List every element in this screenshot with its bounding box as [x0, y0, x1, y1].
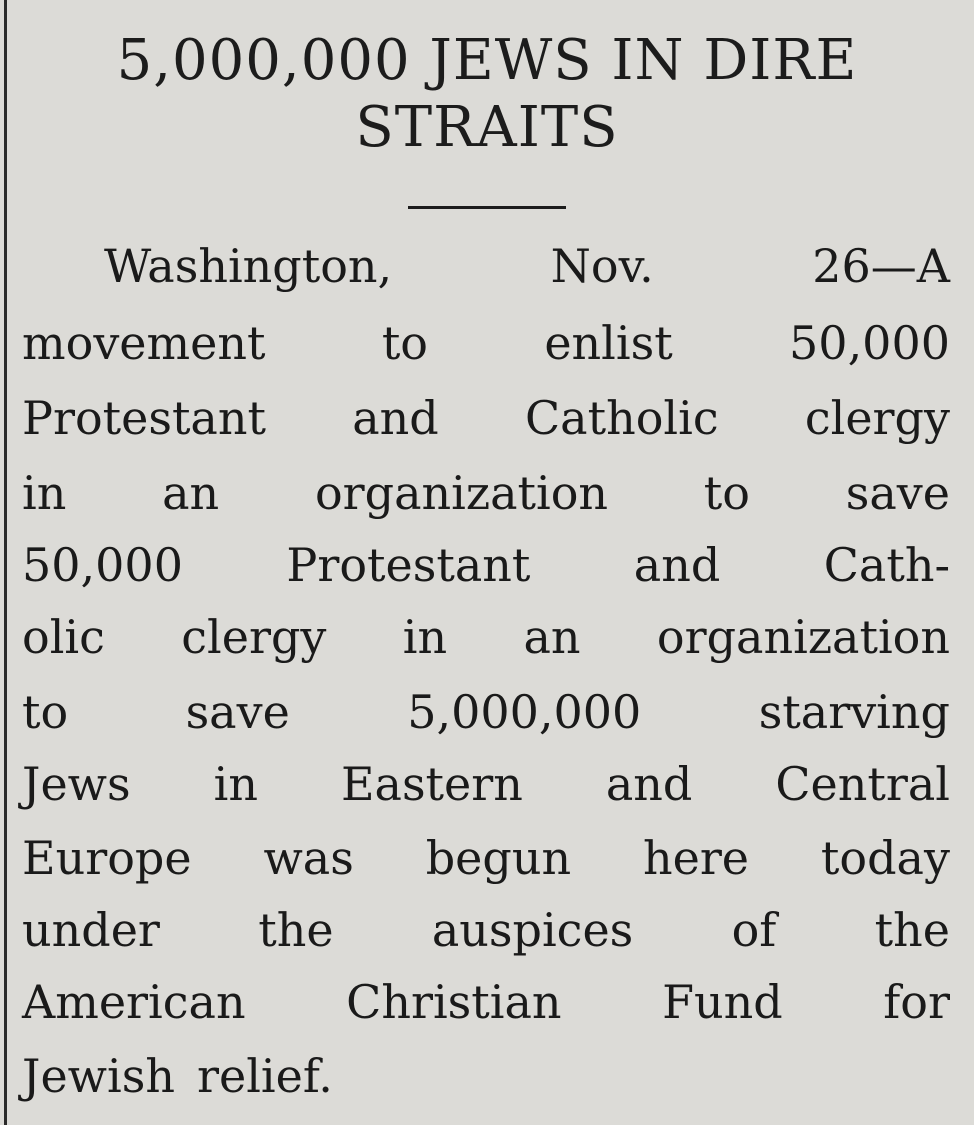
- word: begun: [425, 831, 572, 885]
- word: to: [22, 685, 69, 739]
- word: save: [845, 466, 950, 520]
- word: olic: [22, 610, 105, 664]
- column-rule: [4, 0, 7, 1125]
- word: save: [185, 685, 290, 739]
- word: Central: [775, 757, 950, 811]
- word: Washington,: [104, 239, 393, 293]
- headline-divider: [408, 206, 566, 209]
- word: an: [162, 466, 220, 520]
- word: organization: [656, 610, 950, 664]
- word: under: [22, 903, 160, 957]
- word: movement: [22, 316, 266, 370]
- word: relief.: [196, 1049, 333, 1103]
- word: starving: [758, 685, 950, 739]
- body-line-6: [22, 603, 950, 671]
- word: in: [22, 466, 67, 520]
- word: Christian: [346, 975, 562, 1029]
- word: Jews: [22, 757, 131, 811]
- word: 26—A: [812, 239, 950, 293]
- body-line-4: [22, 459, 950, 527]
- word: enlist: [544, 316, 673, 370]
- word: Europe: [22, 831, 192, 885]
- word: Protestant: [22, 391, 266, 445]
- word: Protestant: [286, 538, 531, 592]
- word: here: [642, 831, 750, 885]
- word: an: [523, 610, 581, 664]
- word: today: [820, 831, 950, 885]
- word: Fund: [662, 975, 783, 1029]
- word: was: [263, 831, 354, 885]
- word: and: [352, 391, 439, 445]
- word: Nov.: [550, 239, 654, 293]
- word: and: [605, 757, 693, 811]
- word: of: [731, 903, 777, 957]
- word: auspices: [431, 903, 634, 957]
- word: 50,000: [22, 538, 183, 592]
- word: Eastern: [340, 757, 523, 811]
- word: in: [402, 610, 448, 664]
- body-line-7: [22, 678, 950, 746]
- body-line-1: [22, 232, 950, 300]
- body-line-5: [22, 531, 950, 599]
- word: Cath-: [823, 538, 950, 592]
- word: American: [22, 975, 246, 1029]
- word: for: [883, 975, 950, 1029]
- word: the: [874, 903, 950, 957]
- word: the: [258, 903, 334, 957]
- word: clergy: [181, 610, 327, 664]
- word: 50,000: [789, 316, 950, 370]
- body-line-2: [22, 309, 950, 377]
- word: in: [213, 757, 258, 811]
- body-line-11: [22, 968, 950, 1036]
- word: and: [633, 538, 721, 592]
- headline-line-2: STRAITS: [355, 95, 619, 160]
- headline-line-1: 5,000,000 JEWS IN DIRE: [116, 28, 858, 93]
- word: clergy: [804, 391, 950, 445]
- body-line-3: [22, 384, 950, 452]
- word: Jewish: [22, 1049, 175, 1103]
- body-line-12: [22, 1042, 950, 1110]
- body-line-9: [22, 824, 950, 892]
- word: Catholic: [524, 391, 719, 445]
- word: 5,000,000: [407, 685, 642, 739]
- body-line-10: [22, 896, 950, 964]
- word: to: [703, 466, 750, 520]
- body-line-8: [22, 750, 950, 818]
- word: to: [381, 316, 428, 370]
- word: organization: [314, 466, 609, 520]
